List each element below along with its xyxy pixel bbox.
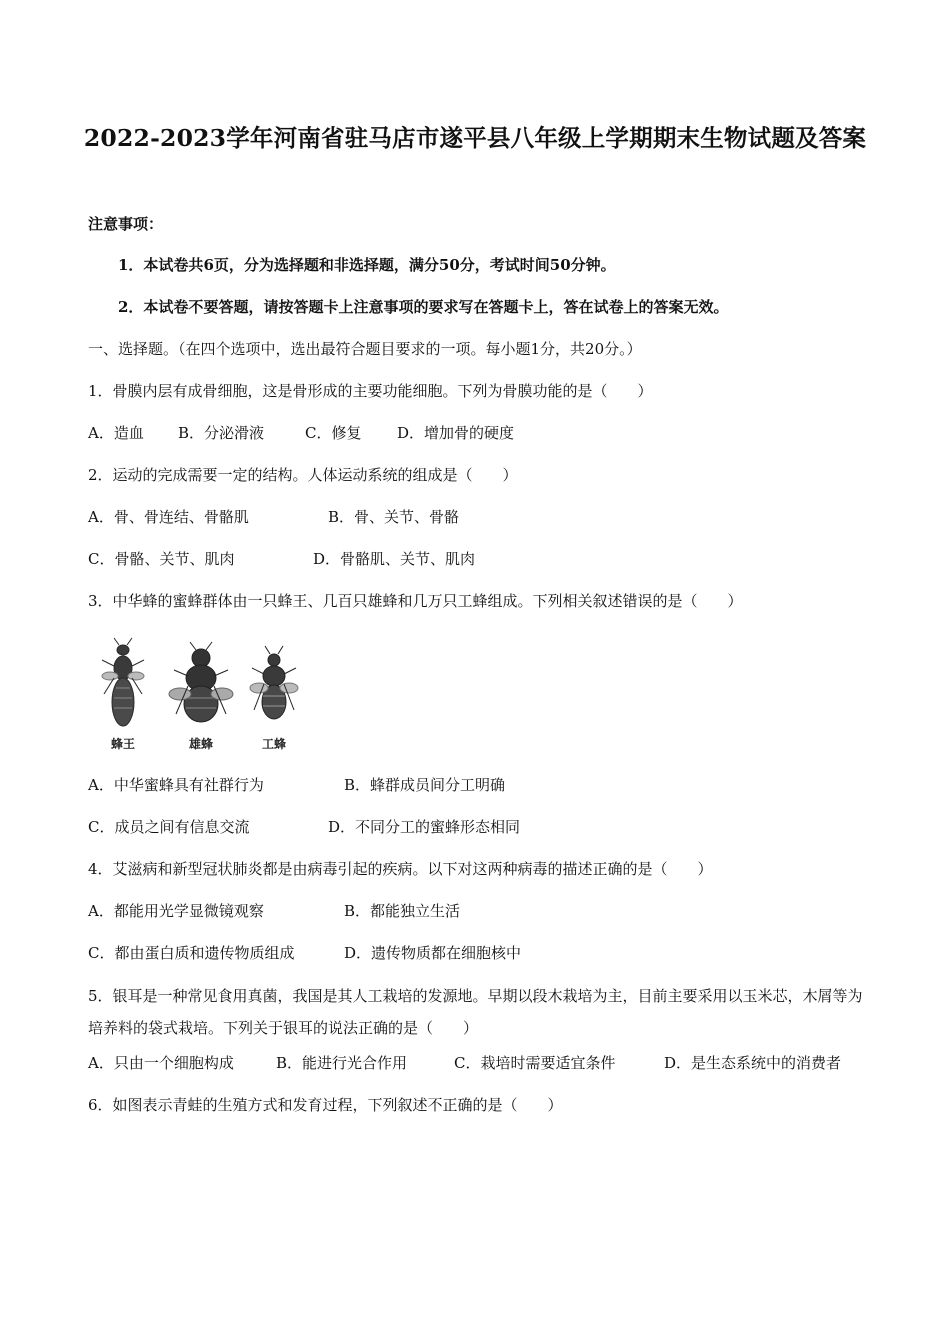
q2-option-c: C．骨骼、关节、肌肉 — [88, 550, 235, 568]
notice-item-2: 2．本试卷不要答题，请按答题卡上注意事项的要求写在答题卡上，答在试卷上的答案无效。 — [118, 298, 729, 316]
question-6-stem: 6．如图表示青蛙的生殖方式和发育过程，下列叙述不正确的是（ ） — [88, 1096, 563, 1114]
drone-bee-label: 雄蜂 — [188, 737, 214, 751]
q2-option-b: B．骨、关节、骨骼 — [328, 508, 460, 526]
worker-bee-image — [250, 646, 298, 719]
q4-option-d: D．遗传物质都在细胞核中 — [344, 944, 522, 962]
q4-option-b: B．都能独立生活 — [344, 902, 461, 920]
notice-item-1: 1．本试卷共6页，分为选择题和非选择题，满分50分，考试时间50分钟。 — [118, 256, 616, 274]
q4-option-c: C．都由蛋白质和遗传物质组成 — [88, 944, 295, 962]
document-title: 2022-2023学年河南省驻马店市遂平县八年级上学期期末生物试题及答案 — [83, 124, 867, 152]
worker-bee-label: 工蜂 — [261, 737, 287, 751]
section-heading: 一、选择题。（在四个选项中，选出最符合题目要求的一项。每小题1分，共20分。） — [88, 340, 642, 358]
question-3-stem: 3．中华蜂的蜜蜂群体由一只蜂王、几百只雄蜂和几万只工蜂组成。下列相关叙述错误的是（ ） — [88, 592, 743, 610]
q4-option-a: A．都能用光学显微镜观察 — [88, 902, 264, 920]
q2-option-a: A．骨、骨连结、骨骼肌 — [88, 508, 249, 526]
question-1-stem: 1．骨膜内层有成骨细胞，这是骨形成的主要功能细胞。下列为骨膜功能的是（ ） — [88, 382, 653, 400]
q1-option-d: D．增加骨的硬度 — [397, 424, 515, 442]
bee-castes-figure — [96, 636, 316, 754]
q3-option-d: D．不同分工的蜜蜂形态相同 — [328, 818, 521, 836]
question-5-stem: 5．银耳是一种常见食用真菌，我国是其人工栽培的发源地。早期以段木栽培为主，目前主要采用以玉米芯，木屑等为培养料的袋式栽培。下列关于银耳的说法正确的是（ ） — [88, 987, 863, 1037]
question-2-stem: 2．运动的完成需要一定的结构。人体运动系统的组成是（ ） — [88, 466, 518, 484]
q3-option-a: A．中华蜜蜂具有社群行为 — [88, 776, 264, 794]
q1-option-a: A．造血 — [88, 424, 144, 442]
queen-bee-image — [102, 638, 144, 726]
q5-option-b: B．能进行光合作用 — [276, 1054, 408, 1072]
q5-option-a: A．只由一个细胞构成 — [88, 1054, 234, 1072]
question-4-stem: 4．艾滋病和新型冠状肺炎都是由病毒引起的疾病。以下对这两种病毒的描述正确的是（ ） — [88, 860, 713, 878]
drone-bee-image — [169, 642, 233, 722]
q5-option-d: D．是生态系统中的消费者 — [664, 1054, 842, 1072]
q2-option-d: D．骨骼肌、关节、肌肉 — [313, 550, 476, 568]
notice-heading: 注意事项： — [88, 215, 164, 233]
q3-option-b: B．蜂群成员间分工明确 — [344, 776, 506, 794]
q1-option-b: B．分泌滑液 — [178, 424, 265, 442]
queen-bee-label: 蜂王 — [110, 737, 136, 751]
q1-option-c: C．修复 — [305, 424, 362, 442]
q3-option-c: C．成员之间有信息交流 — [88, 818, 250, 836]
q5-option-c: C．栽培时需要适宜条件 — [454, 1054, 616, 1072]
